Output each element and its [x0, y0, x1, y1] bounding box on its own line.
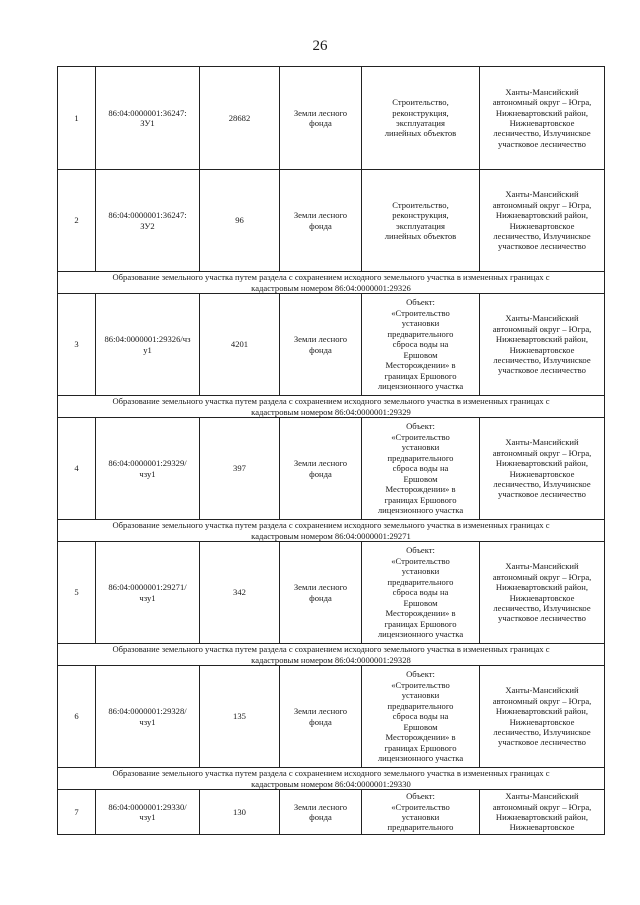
cadastral-number: 86:04:0000001:29328/ чзу1: [108, 706, 187, 727]
permitted-use: Объект: «Строительство установки предварительного: [387, 791, 454, 833]
section-header-row: [58, 768, 605, 790]
land-category-cell: [280, 790, 362, 835]
row-number-cell: [58, 790, 96, 835]
cadastral-number: 86:04:0000001:36247: ЗУ1: [108, 107, 187, 128]
location: Ханты-Мансийский автономный округ – Югра, Нижневартовский район, Нижневартовское лесничество, Излучинское участковое лесничество: [492, 437, 592, 500]
section-header-row: [58, 644, 605, 666]
location: Ханты-Мансийский автономный округ – Югра, Нижневартовский район, Нижневартовское лесничество, Излучинское участковое лесничество: [492, 685, 592, 748]
table-row: [58, 542, 605, 644]
location: Ханты-Мансийский автономный округ – Югра, Нижневартовский район, Нижневартовское: [492, 791, 592, 833]
area-sq-m: 96: [235, 215, 244, 226]
location-cell: [480, 666, 605, 768]
land-category: Земли лесного фонда: [293, 458, 348, 479]
area-sq-m-cell: [200, 170, 280, 272]
row-number: 2: [74, 215, 79, 226]
permitted-use: Объект: «Строительство установки предварительного сброса воды на Ершовом Месторождении» в границах Ершового лицензионного участка: [377, 421, 464, 516]
row-number-cell: [58, 666, 96, 768]
cadastral-number: 86:04:0000001:36247: ЗУ2: [108, 210, 187, 231]
location-cell: [480, 294, 605, 396]
permitted-use-cell: [362, 542, 480, 644]
location: Ханты-Мансийский автономный округ – Югра, Нижневартовский район, Нижневартовское лесничество, Излучинское участковое лесничество: [492, 313, 592, 376]
cadastral-number: 86:04:0000001:29271/ чзу1: [108, 582, 187, 603]
table-row: [58, 294, 605, 396]
permitted-use: Строительство, реконструкция, эксплуатация линейных объектов: [384, 97, 457, 139]
cadastral-number: 86:04:0000001:29326/чз у1: [104, 334, 191, 355]
area-sq-m-cell: [200, 67, 280, 170]
permitted-use-cell: [362, 170, 480, 272]
row-number-cell: [58, 170, 96, 272]
cadastral-number: 86:04:0000001:29329/ чзу1: [108, 458, 187, 479]
section-header-text: Образование земельного участка путем раздела с сохранением исходного земельного участка в измененных границах с кадастровым номером 86:04:0000001:29329: [58, 396, 605, 418]
cadastral-number-cell: [96, 542, 200, 644]
area-sq-m: 397: [233, 463, 246, 474]
permitted-use-cell: [362, 294, 480, 396]
table-row: [58, 418, 605, 520]
permitted-use-cell: [362, 67, 480, 170]
land-category: Земли лесного фонда: [293, 210, 348, 231]
land-category: Земли лесного фонда: [293, 801, 348, 822]
table-row: [58, 666, 605, 768]
area-sq-m-cell: [200, 666, 280, 768]
row-number: 4: [74, 463, 79, 474]
area-sq-m: 28682: [228, 112, 251, 123]
land-category-cell: [280, 542, 362, 644]
cadastral-number-cell: [96, 294, 200, 396]
section-header-text: Образование земельного участка путем раздела с сохранением исходного земельного участка в измененных границах с кадастровым номером 86:04:0000001:29326: [58, 272, 605, 294]
area-sq-m: 135: [233, 711, 246, 722]
location: Ханты-Мансийский автономный округ – Югра, Нижневартовский район, Нижневартовское лесничество, Излучинское участковое лесничество: [492, 86, 592, 149]
row-number: 6: [74, 711, 79, 722]
area-sq-m: 4201: [230, 339, 249, 350]
permitted-use: Строительство, реконструкция, эксплуатация линейных объектов: [384, 199, 457, 241]
location-cell: [480, 542, 605, 644]
row-number: 5: [74, 587, 79, 598]
cadastral-number: 86:04:0000001:29330/ чзу1: [108, 801, 187, 822]
permitted-use: Объект: «Строительство установки предварительного сброса воды на Ершовом Месторождении» в границах Ершового лицензионного участка: [377, 297, 464, 392]
location: Ханты-Мансийский автономный округ – Югра, Нижневартовский район, Нижневартовское лесничество, Излучинское участковое лесничество: [492, 561, 592, 624]
row-number: 1: [74, 112, 79, 123]
row-number-cell: [58, 67, 96, 170]
land-category: Земли лесного фонда: [293, 107, 348, 128]
cadastral-number-cell: [96, 170, 200, 272]
table-row: [58, 67, 605, 170]
area-sq-m-cell: [200, 418, 280, 520]
row-number-cell: [58, 294, 96, 396]
land-category: Земли лесного фонда: [293, 706, 348, 727]
area-sq-m-cell: [200, 790, 280, 835]
land-category-cell: [280, 170, 362, 272]
location-cell: [480, 418, 605, 520]
location-cell: [480, 790, 605, 835]
permitted-use-cell: [362, 418, 480, 520]
cadastral-number-cell: [96, 666, 200, 768]
section-header-text: Образование земельного участка путем раздела с сохранением исходного земельного участка в измененных границах с кадастровым номером 86:04:0000001:29330: [58, 768, 605, 790]
location: Ханты-Мансийский автономный округ – Югра, Нижневартовский район, Нижневартовское лесничество, Излучинское участковое лесничество: [492, 189, 592, 252]
permitted-use-cell: [362, 790, 480, 835]
land-category-cell: [280, 418, 362, 520]
page-number: 26: [312, 38, 328, 54]
cadastral-number-cell: [96, 790, 200, 835]
table-row: [58, 170, 605, 272]
permitted-use: Объект: «Строительство установки предварительного сброса воды на Ершовом Месторождении» в границах Ершового лицензионного участка: [377, 669, 464, 764]
table-row: [58, 790, 605, 835]
permitted-use: Объект: «Строительство установки предварительного сброса воды на Ершовом Месторождении» в границах Ершового лицензионного участка: [377, 545, 464, 640]
permitted-use-cell: [362, 666, 480, 768]
row-number-cell: [58, 418, 96, 520]
section-header-row: [58, 396, 605, 418]
land-category-cell: [280, 67, 362, 170]
row-number-cell: [58, 542, 96, 644]
land-category: Земли лесного фонда: [293, 334, 348, 355]
land-category-cell: [280, 294, 362, 396]
cadastral-number-cell: [96, 418, 200, 520]
land-category: Земли лесного фонда: [293, 582, 348, 603]
cadastral-number-cell: [96, 67, 200, 170]
section-header-row: [58, 520, 605, 542]
location-cell: [480, 67, 605, 170]
row-number: 7: [74, 806, 79, 817]
section-header-text: Образование земельного участка путем раздела с сохранением исходного земельного участка в измененных границах с кадастровым номером 86:04:0000001:29271: [58, 520, 605, 542]
land-category-cell: [280, 666, 362, 768]
area-sq-m-cell: [200, 542, 280, 644]
section-header-text: Образование земельного участка путем раздела с сохранением исходного земельного участка в измененных границах с кадастровым номером 86:04:0000001:29328: [58, 644, 605, 666]
area-sq-m-cell: [200, 294, 280, 396]
area-sq-m: 342: [233, 587, 246, 598]
row-number: 3: [74, 339, 79, 350]
section-header-row: [58, 272, 605, 294]
land-parcels-table: [57, 66, 605, 835]
location-cell: [480, 170, 605, 272]
area-sq-m: 130: [233, 806, 246, 817]
